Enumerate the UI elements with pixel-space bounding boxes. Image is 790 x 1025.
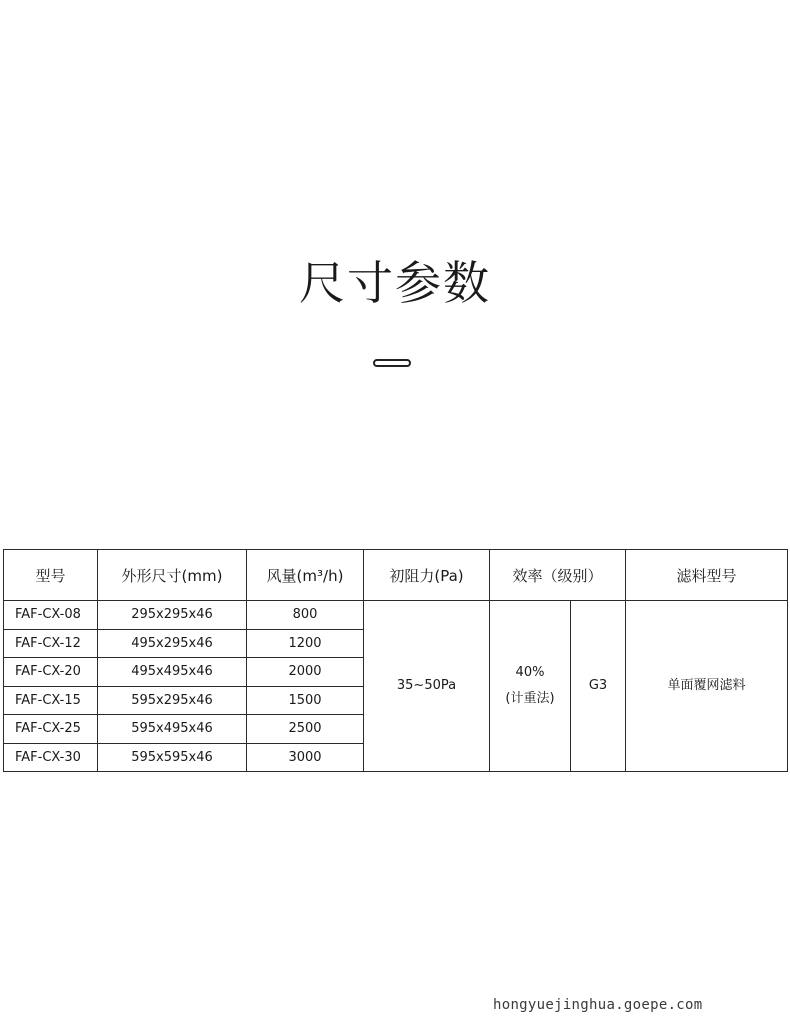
efficiency-value: 40% <box>515 665 545 680</box>
header-airflow: 风量(m³/h) <box>247 550 364 601</box>
cell-grade: G3 <box>571 601 626 772</box>
cell-size: 295x295x46 <box>98 601 247 630</box>
cell-media: 单面覆网滤料 <box>626 601 788 772</box>
header-resistance: 初阻力(Pa) <box>364 550 490 601</box>
cell-size: 595x495x46 <box>98 715 247 744</box>
header-efficiency: 效率（级别） <box>490 550 626 601</box>
cell-airflow: 2500 <box>247 715 364 744</box>
cell-size: 495x495x46 <box>98 658 247 687</box>
cell-size: 595x595x46 <box>98 743 247 772</box>
cell-size: 595x295x46 <box>98 686 247 715</box>
cell-efficiency <box>490 601 571 772</box>
title-divider <box>373 359 411 367</box>
efficiency-method: (计重法) <box>505 691 555 706</box>
spec-table <box>3 549 788 772</box>
cell-model: FAF-CX-20 <box>4 658 98 687</box>
cell-airflow: 3000 <box>247 743 364 772</box>
cell-airflow: 800 <box>247 601 364 630</box>
cell-airflow: 2000 <box>247 658 364 687</box>
header-model: 型号 <box>4 550 98 601</box>
table-row <box>4 601 788 630</box>
cell-model: FAF-CX-15 <box>4 686 98 715</box>
cell-airflow: 1500 <box>247 686 364 715</box>
cell-model: FAF-CX-30 <box>4 743 98 772</box>
cell-resistance: 35~50Pa <box>364 601 490 772</box>
header-media: 滤料型号 <box>626 550 788 601</box>
header-size: 外形尺寸(mm) <box>98 550 247 601</box>
cell-airflow: 1200 <box>247 629 364 658</box>
watermark: hongyuejinghua.goepe.com <box>493 997 703 1013</box>
cell-model: FAF-CX-12 <box>4 629 98 658</box>
cell-model: FAF-CX-08 <box>4 601 98 630</box>
page-title: 尺寸参数 <box>299 256 491 310</box>
cell-size: 495x295x46 <box>98 629 247 658</box>
table-header-row <box>4 550 788 601</box>
cell-model: FAF-CX-25 <box>4 715 98 744</box>
